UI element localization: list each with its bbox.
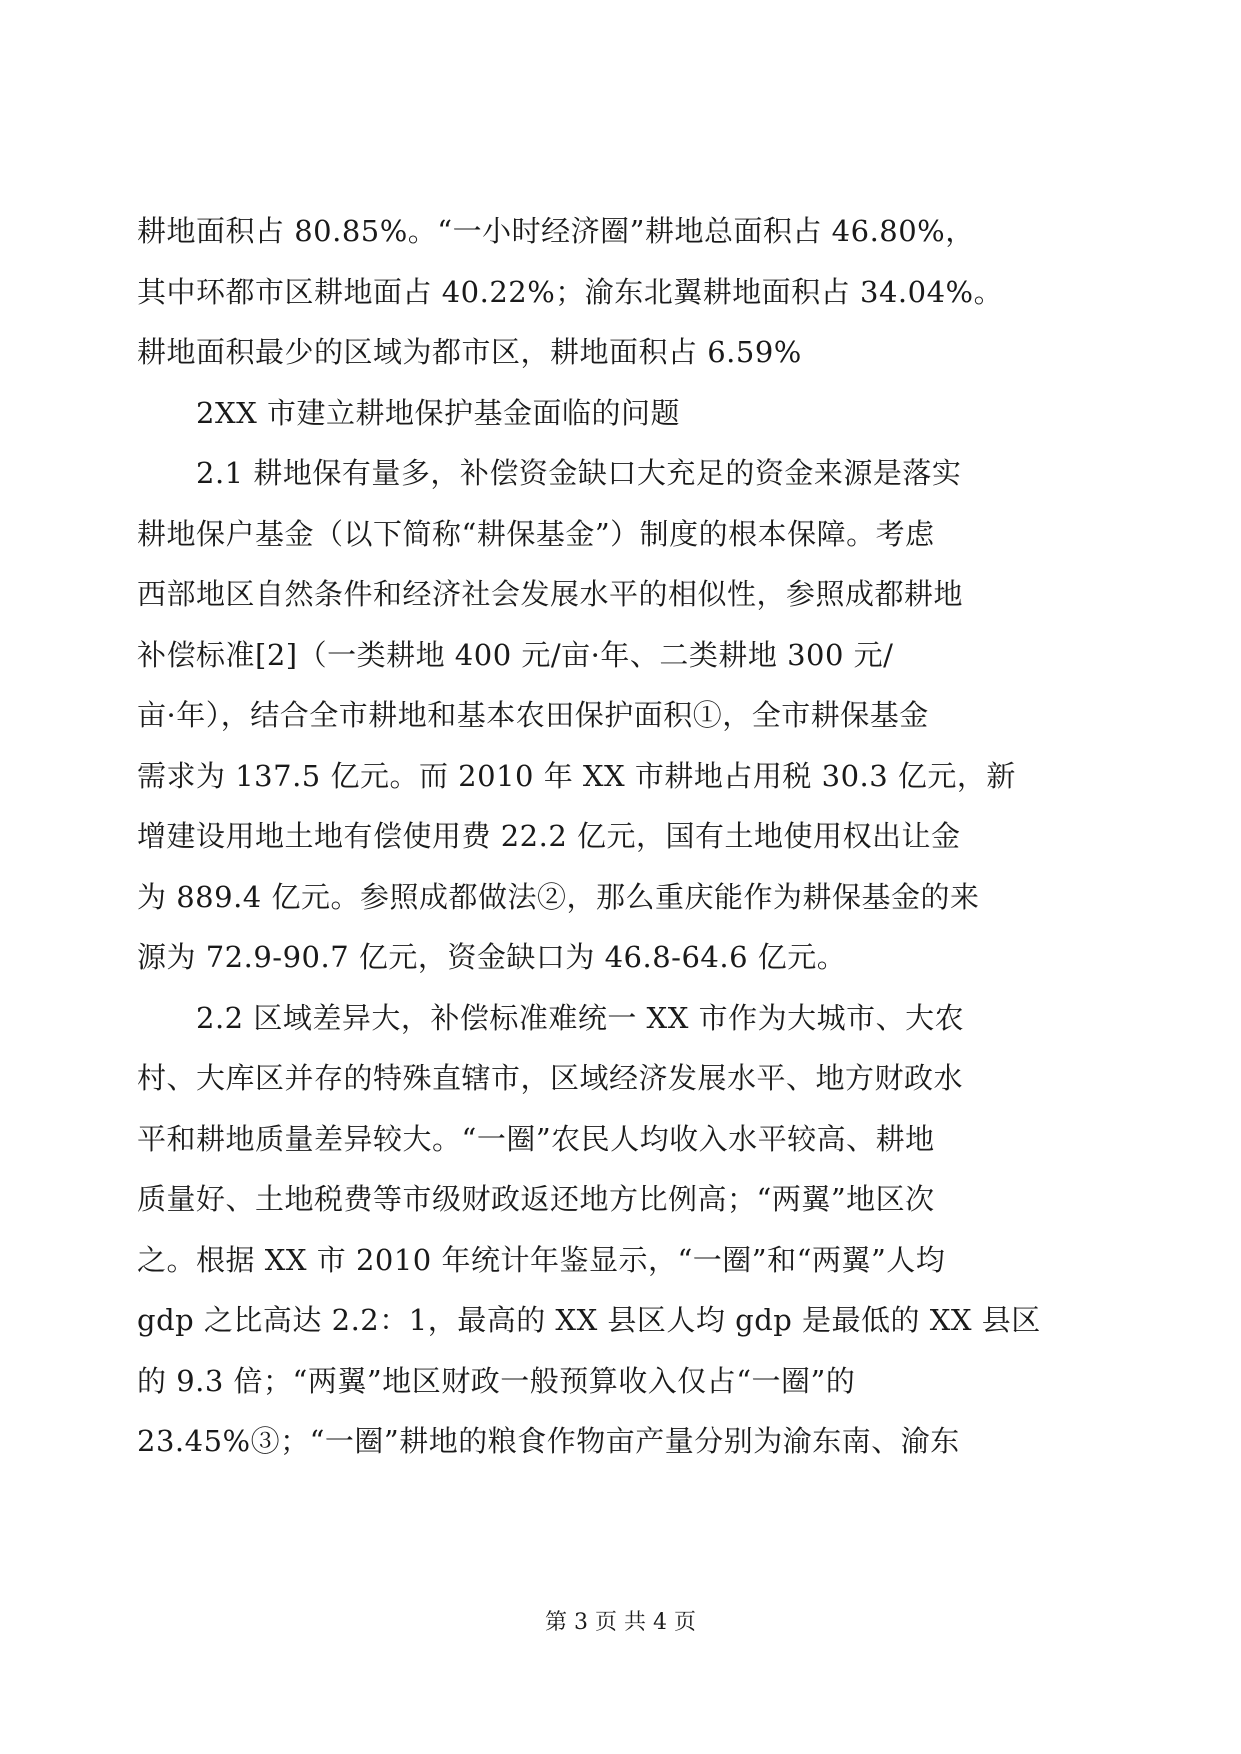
text-line: 其中环都市区耕地面占 40.22%；渝东北翼耕地面积占 34.04%。 [137,274,1004,309]
page-footer: 第 3 页 共 4 页 [545,1610,696,1635]
text-line: 质量好、土地税费等市级财政返还地方比例高；“两翼”地区次 [137,1182,935,1216]
text-line: 23.45%③；“一圈”耕地的粮食作物亩产量分别为渝东南、渝东 [137,1424,960,1458]
text-line: 耕地保户基金（以下简称“耕保基金”）制度的根本保障。考虑 [137,516,935,551]
text-line: 之。根据 XX 市 2010 年统计年鉴显示，“一圈”和“两翼”人均 [137,1242,946,1277]
text-line: 亩·年），结合全市耕地和基本农田保护面积①，全市耕保基金 [137,698,929,732]
text-line: 增建设用地土地有偿使用费 22.2 亿元，国有土地使用权出让金 [137,819,961,853]
text-line: 西部地区自然条件和经济社会发展水平的相似性，参照成都耕地 [137,577,964,611]
text-line: 的 9.3 倍；“两翼”地区财政一般预算收入仅占“一圈”的 [137,1363,856,1398]
text-line: gdp 之比高达 2.2：1，最高的 XX 县区人均 gdp 是最低的 XX 县区 [137,1303,1041,1337]
text-line: 2.2 区域差异大，补偿标准难统一 XX 市作为大城市、大农 [196,1000,965,1035]
text-line: 2.1 耕地保有量多，补偿资金缺口大充足的资金来源是落实 [196,456,962,490]
text-line: 平和耕地质量差异较大。“一圈”农民人均收入水平较高、耕地 [137,1121,935,1156]
text-line: 村、大库区并存的特殊直辖市，区域经济发展水平、地方财政水 [137,1061,964,1095]
text-line: 耕地面积占 80.85%。“一小时经济圈”耕地总面积占 46.80%， [137,214,975,248]
text-line: 耕地面积最少的区域为都市区，耕地面积占 6.59% [137,335,802,369]
text-line: 为 889.4 亿元。参照成都做法②，那么重庆能作为耕保基金的来 [137,879,980,914]
text-line: 需求为 137.5 亿元。而 2010 年 XX 市耕地占用税 30.3 亿元，新 [137,758,1016,793]
text-line: 源为 72.9-90.7 亿元，资金缺口为 46.8-64.6 亿元。 [137,940,847,974]
text-line: 补偿标准[2]（一类耕地 400 元/亩·年、二类耕地 300 元/ [137,637,894,672]
document-body [137,201,1107,1472]
section-heading: 2XX 市建立耕地保护基金面临的问题 [196,395,680,430]
